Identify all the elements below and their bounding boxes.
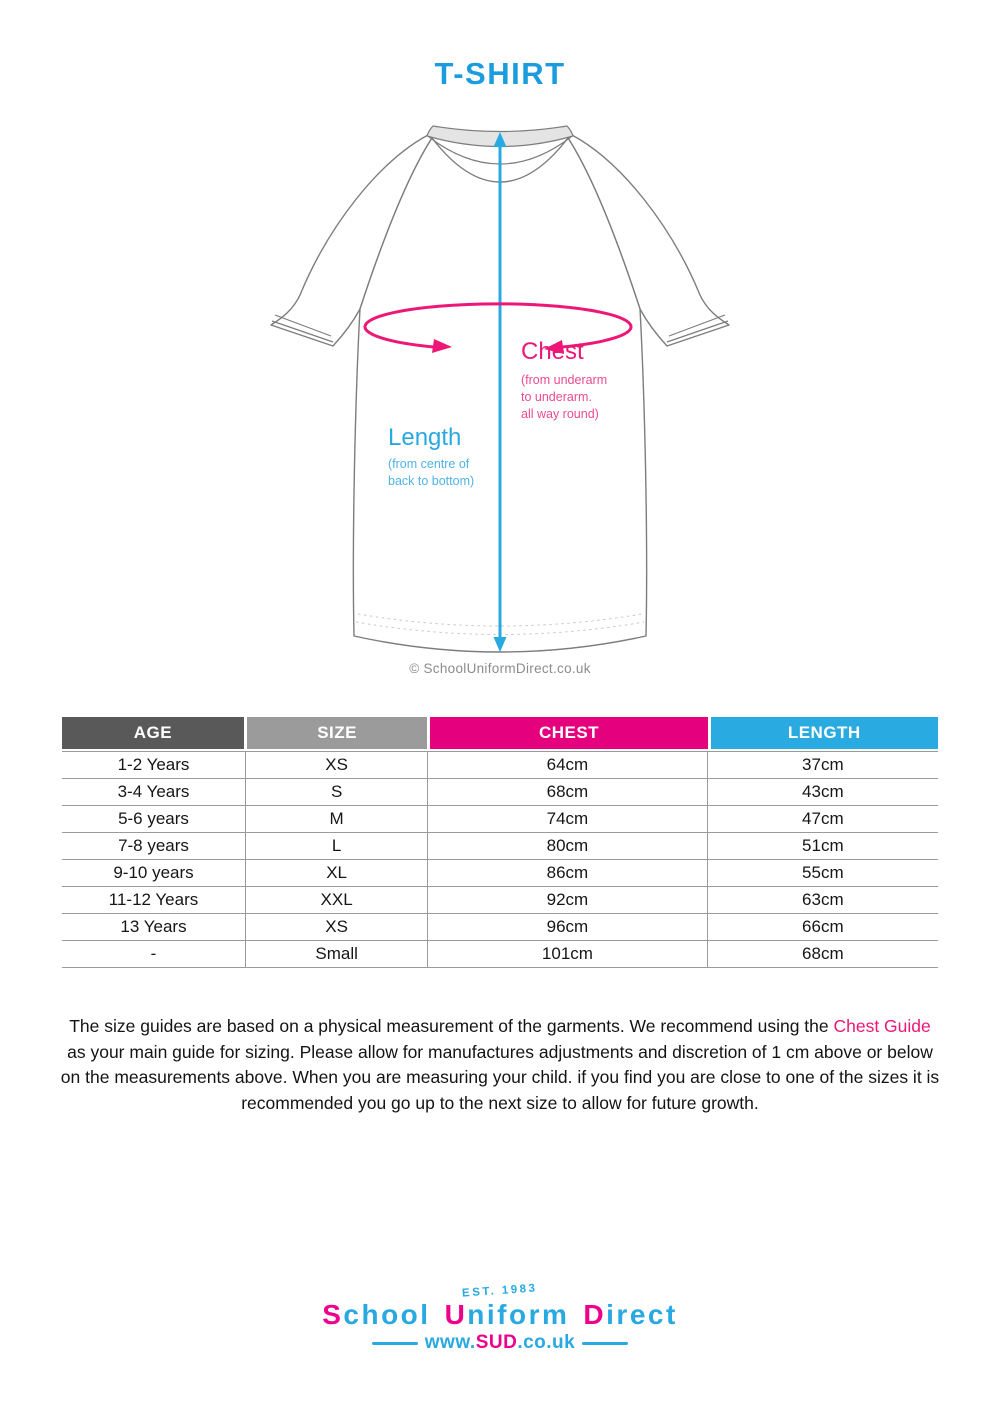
logo-word-uniform: Uniform: [444, 1299, 570, 1330]
tagline-url: www.SUD.co.uk: [424, 1332, 576, 1353]
table-row: [62, 833, 938, 860]
table-cell: 92cm: [428, 887, 707, 914]
table-cell: S: [246, 779, 428, 806]
table-cell: 7-8 years: [62, 833, 246, 860]
logo-word-school: School: [322, 1299, 431, 1330]
tagline-right-dash: [582, 1342, 628, 1345]
note-text-before: The size guides are based on a physical measurement of the garments. We recommend using the: [69, 1016, 834, 1036]
table-cell: XXL: [246, 887, 428, 914]
table-cell: 64cm: [428, 752, 707, 779]
table-cell: 68cm: [428, 779, 707, 806]
table-row: [62, 887, 938, 914]
table-cell: 5-6 years: [62, 806, 246, 833]
table-cell: 51cm: [707, 833, 938, 860]
chest-measure-label: Chest: [521, 338, 584, 365]
table-row: [62, 860, 938, 887]
header-cell-size: SIZE: [247, 717, 428, 749]
table-cell: 63cm: [707, 887, 938, 914]
table-cell: 1-2 Years: [62, 752, 246, 779]
chest-note-line: (from underarm: [521, 373, 608, 387]
table-cell: 37cm: [707, 752, 938, 779]
chest-guide-highlight: Chest Guide: [833, 1016, 931, 1036]
length-measure-note: [388, 456, 474, 490]
table-cell: L: [246, 833, 428, 860]
table-cell: 11-12 Years: [62, 887, 246, 914]
tshirt-diagram: [0, 0, 1000, 700]
table-cell: 43cm: [707, 779, 938, 806]
table-cell: 9-10 years: [62, 860, 246, 887]
logo-word-direct: Direct: [583, 1299, 678, 1330]
size-table-body: [62, 752, 938, 968]
chest-note-line: all way round): [521, 407, 599, 421]
header-cell-length: LENGTH: [711, 717, 938, 749]
table-cell: 74cm: [428, 806, 707, 833]
length-note-line: (from centre of: [388, 457, 470, 471]
size-table-header: [62, 717, 938, 749]
chest-measure-note: [521, 372, 607, 423]
table-cell: M: [246, 806, 428, 833]
header-cell-chest: CHEST: [430, 717, 707, 749]
length-measure-label: Length: [388, 424, 462, 451]
table-cell: 96cm: [428, 914, 707, 941]
table-cell: 13 Years: [62, 914, 246, 941]
brand-logo: [0, 1281, 1000, 1354]
table-cell: XS: [246, 914, 428, 941]
table-cell: 3-4 Years: [62, 779, 246, 806]
copyright-text: © SchoolUniformDirect.co.uk: [409, 661, 591, 676]
table-cell: XS: [246, 752, 428, 779]
table-cell: -: [62, 941, 246, 968]
length-note-line: back to bottom): [388, 474, 475, 488]
logo-est-text: EST. 1983: [461, 1282, 539, 1300]
table-cell: 86cm: [428, 860, 707, 887]
page-title: T-SHIRT: [434, 56, 566, 91]
table-cell: 80cm: [428, 833, 707, 860]
table-row: [62, 914, 938, 941]
table-cell: 101cm: [428, 941, 707, 968]
table-cell: Small: [246, 941, 428, 968]
tagline-left-dash: [372, 1342, 418, 1345]
table-cell: 68cm: [707, 941, 938, 968]
header-cell-age: AGE: [62, 717, 244, 749]
table-cell: 55cm: [707, 860, 938, 887]
logo-tagline: [0, 1332, 1000, 1354]
tshirt-illustration: [240, 112, 760, 672]
table-row: [62, 941, 938, 968]
note-text-after: as your main guide for sizing. Please allow for manufactures adjustments and discretion of 1 cm above or below on the measurements above. When you are measuring your child. if you find you are close to one of the sizes it is recommended you go up to the next size to allow for future growth.: [60, 1041, 940, 1113]
table-row: [62, 779, 938, 806]
table-cell: XL: [246, 860, 428, 887]
size-table: [62, 717, 938, 968]
table-row: [62, 752, 938, 779]
size-table-grid: [62, 751, 938, 968]
table-cell: 47cm: [707, 806, 938, 833]
chest-note-line: to underarm.: [521, 390, 592, 404]
sizing-note: [58, 1014, 942, 1116]
table-cell: 66cm: [707, 914, 938, 941]
table-row: [62, 806, 938, 833]
logo-name: [0, 1299, 1000, 1331]
